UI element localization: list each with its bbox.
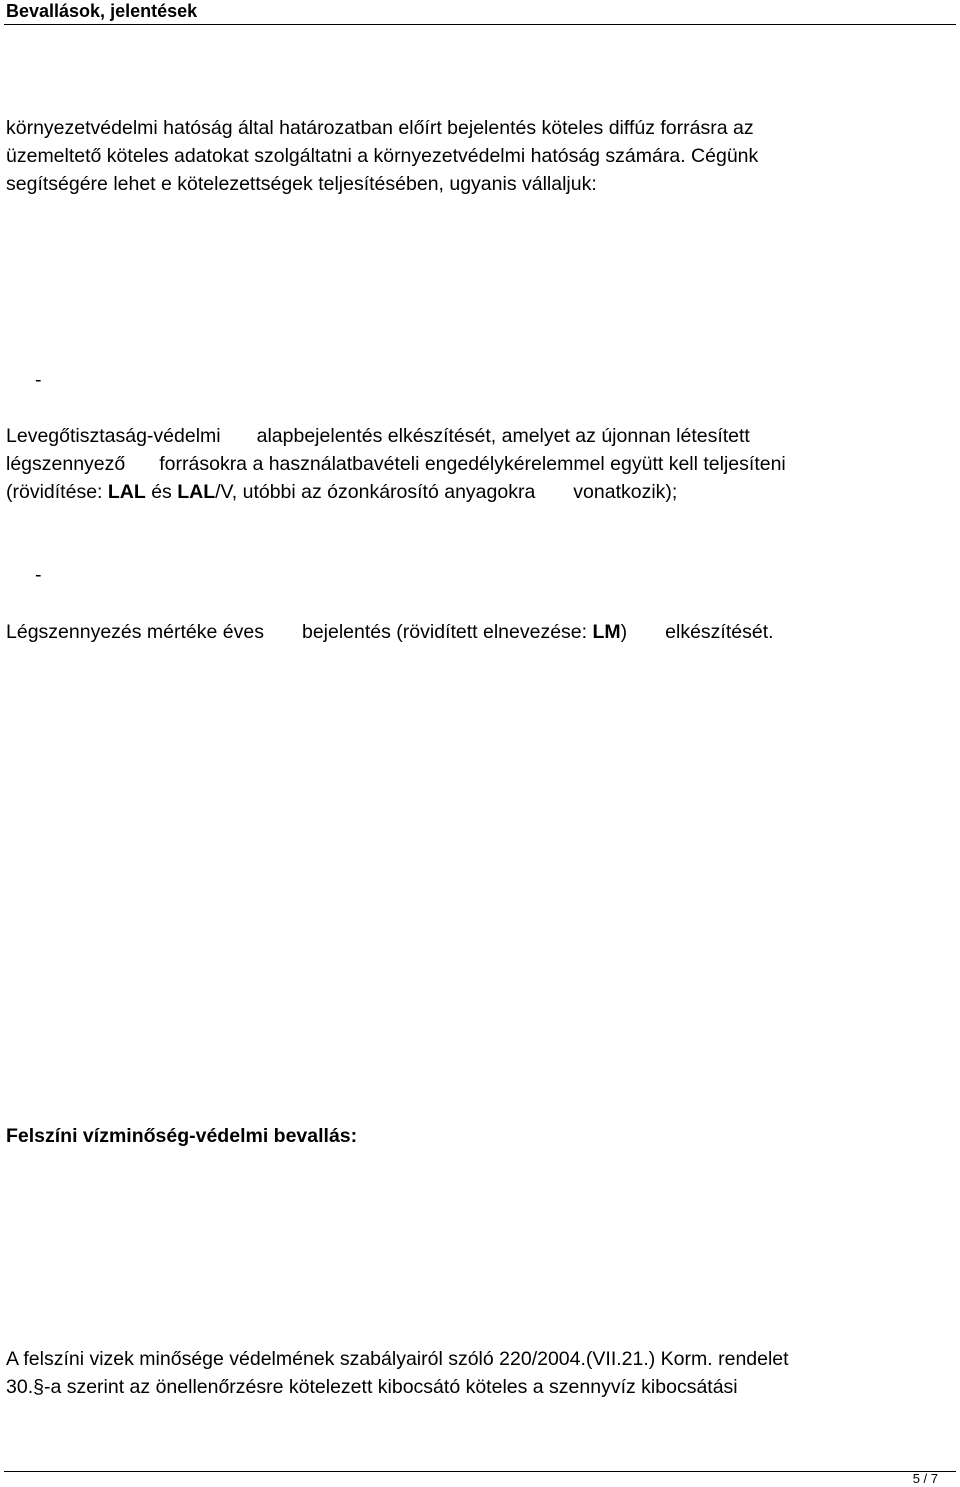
- bullet-1-text-3f: vonatkozik);: [573, 481, 678, 503]
- bullet-1-paragraph: [6, 422, 956, 506]
- bullet-2-text-d: ): [620, 621, 628, 643]
- bullet-2-paragraph: [6, 618, 956, 646]
- page-header-title: Bevallások, jelentések: [6, 1, 198, 21]
- lm-abbreviation: LM: [592, 621, 621, 643]
- header-divider: [4, 24, 956, 25]
- footer-divider: [4, 1471, 956, 1472]
- bullet-1-text-2a: légszennyező: [6, 453, 126, 475]
- intro-line-1: környezetvédelmi hatóság által határozatban előírt bejelentés köteles diffúz forrásra az: [6, 117, 754, 139]
- bullet-1-line-3: [6, 478, 956, 506]
- bullet-1-text-3e: /V, utóbbi az ózonkárosító anyagokra: [215, 481, 536, 503]
- intro-line-2: üzemeltető köteles adatokat szolgáltatni a környezetvédelmi hatóság számára. Cégünk: [6, 145, 759, 167]
- bullet-1-text-2b: forrásokra a használatbavételi engedélykérelemmel együtt kell teljesíteni: [159, 453, 786, 475]
- bullet-2-line-1: [6, 618, 956, 646]
- bullet-2-text-a: Légszennyezés mértéke éves: [6, 621, 264, 643]
- bullet-1-text-1a: Levegőtisztaság-védelmi: [6, 425, 221, 447]
- bullet-1-line-1: [6, 422, 956, 450]
- bullet-1-text-3a: (rövidítése:: [6, 481, 108, 503]
- closing-paragraph: [6, 1345, 956, 1401]
- closing-line-1: A felszíni vizek minősége védelmének szabályairól szóló 220/2004.(VII.21.) Korm. rendelet: [6, 1348, 789, 1370]
- bullet-1-line-2: [6, 450, 956, 478]
- bullet-1-text-3c: és: [145, 481, 178, 503]
- closing-line-2: 30.§-a szerint az önellenőrzésre kötelezett kibocsátó köteles a szennyvíz kibocsátási: [6, 1376, 738, 1398]
- lal-abbreviation: LAL: [107, 481, 146, 503]
- section-heading: Felszíni vízminőség-védelmi bevallás:: [6, 1125, 358, 1147]
- page-number: 5 / 7: [912, 1471, 938, 1486]
- lal-v-abbreviation: LAL: [177, 481, 216, 503]
- intro-paragraph: [6, 114, 956, 198]
- intro-line-3: segítségére lehet e kötelezettségek teljesítésében, ugyanis vállaljuk:: [6, 173, 597, 195]
- bullet-1-text-1b: alapbejelentés elkészítését, amelyet az újonnan létesített: [256, 425, 750, 447]
- bullet-dash-2: -: [35, 564, 42, 586]
- bullet-2-text-e: elkészítését.: [665, 621, 774, 643]
- bullet-2-text-b: bejelentés (rövidített elnevezése:: [301, 621, 593, 643]
- bullet-dash-1: -: [35, 369, 42, 391]
